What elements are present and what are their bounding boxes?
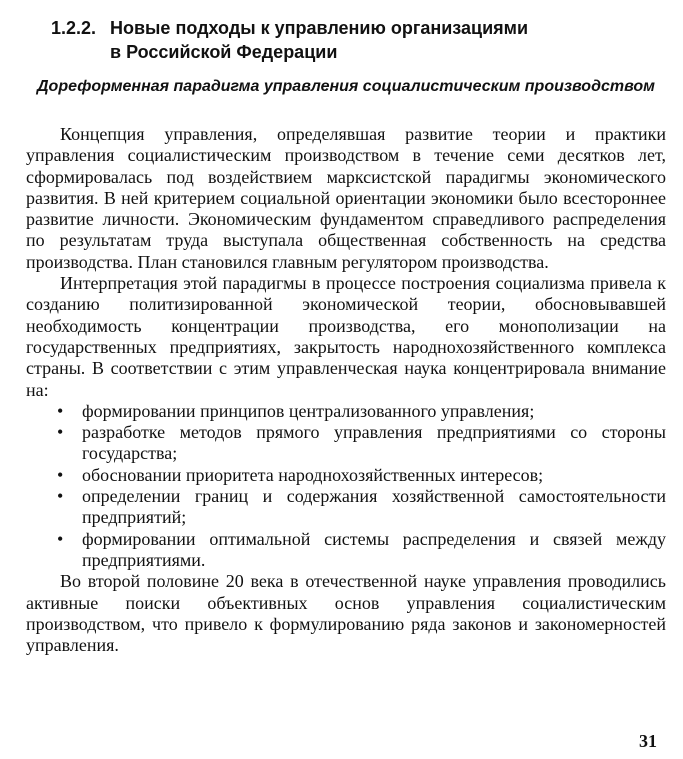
list-item-text: обосновании приоритета народнохозяйственных интересов; xyxy=(82,464,544,485)
section-title-line2: в Российской Федерации xyxy=(110,42,338,62)
paragraph-1: Концепция управления, определявшая развитие теории и практики управления социалистическим производством в течение семи десятков лет, сформировалась под воздействием марксистской парадигмы экономического развития. В ней критерием социальной ориентации экономики было всестороннее развитие личности. Экономическим фундаментом справедливого распределения по результатам труда выступала общественная собственность на средства производства. План становился главным регулятором производства. xyxy=(26,124,666,272)
list-item xyxy=(26,486,666,529)
bullet-icon: • xyxy=(57,486,64,507)
section-number: 1.2.2. xyxy=(51,18,97,38)
list-item-text: разработке методов прямого управления предприятиями со стороны государства; xyxy=(82,422,666,464)
list-item-text: формировании оптимальной системы распределения и связей между предприятиями. xyxy=(82,528,666,570)
list-item-text: формировании принципов централизованного управления; xyxy=(82,400,535,421)
list-item xyxy=(26,422,666,465)
body-text xyxy=(26,124,666,656)
list-item xyxy=(26,529,666,572)
section-title-line1: Новые подходы к управлению организациями xyxy=(110,18,529,38)
bullet-icon: • xyxy=(57,528,64,549)
list-item xyxy=(26,401,666,422)
subheading: Дореформенная парадигма управления социалистическим производством xyxy=(37,78,655,95)
bullet-list xyxy=(26,401,666,571)
section-heading xyxy=(51,16,528,64)
closing-paragraph: Во второй половине 20 века в отечественной науке управления проводились активные поиски объективных основ управления социалистическим производством, что привело к формулированию ряда законов и закономерностей управления. xyxy=(26,571,666,656)
page-number: 31 xyxy=(639,731,657,751)
bullet-icon: • xyxy=(57,400,64,421)
paragraph-2: Интерпретация этой парадигмы в процессе построения социализма привела к созданию политизированной экономической теории, обосновывавшей необходимость концентрации производства, его монополизации на государственных предприятиях, закрытость народнохозяйственного комплекса страны. В соответствии с этим управленческая наука концентрировала внимание на: xyxy=(26,273,666,400)
bullet-icon: • xyxy=(57,422,64,443)
bullet-icon: • xyxy=(57,464,64,485)
list-item xyxy=(26,465,666,486)
list-item-text: определении границ и содержания хозяйственной самостоятельности предприятий; xyxy=(82,486,666,528)
